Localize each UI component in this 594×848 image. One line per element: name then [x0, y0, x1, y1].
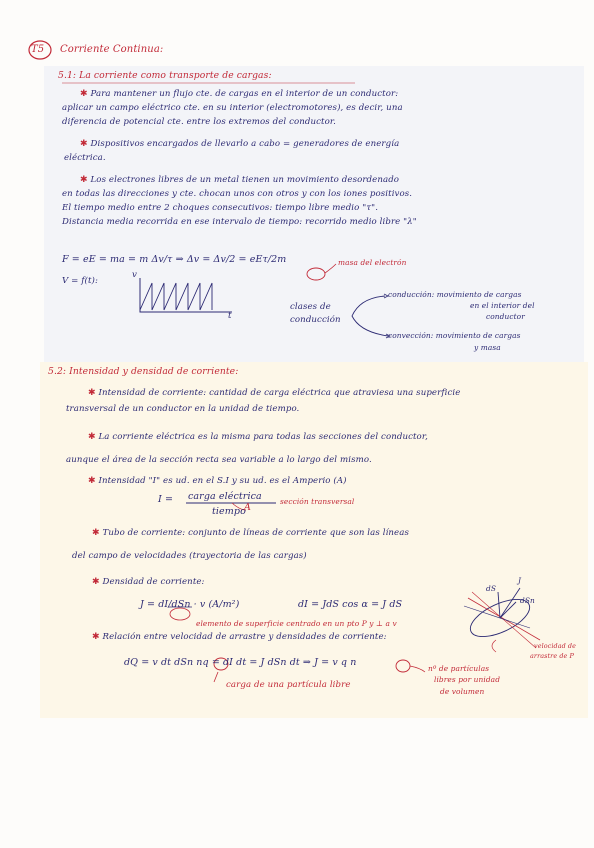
bullet-star-icon: ✱ [92, 632, 100, 642]
vt-label: V = f(t): [62, 276, 99, 286]
density-equation-2: dI = JdS cos α = J dS [298, 599, 403, 610]
n-note: libres por unidad [434, 675, 501, 684]
types-label: conducción [290, 315, 341, 325]
bullet-star-icon: ✱ [88, 476, 96, 486]
paragraph-line: eléctrica. [64, 153, 106, 163]
convection-def: y masa [474, 343, 501, 352]
paragraph-line: ✱ Tubo de corriente: conjunto de líneas de corriente que son las líneas [92, 528, 409, 538]
force-equation: F = eE = ma = m Δv/τ ⇒ Δv = Δv/2 = eEτ/2m [62, 254, 287, 265]
density-equation: J = dI/dSn · v (A/m²) [140, 599, 240, 610]
velocity-time-graph [140, 278, 232, 312]
mass-note: masa del electrón [338, 258, 407, 267]
intensity-eq-lhs: I = [158, 494, 174, 505]
bullet-star-icon: ✱ [80, 139, 88, 149]
axis-t-label: t [228, 311, 232, 321]
conduction-brace [352, 296, 388, 336]
diagram-label-dSn: dSn [520, 596, 535, 605]
paragraph-line: ✱ Intensidad de corriente: cantidad de carga eléctrica que atraviesa una superficie [88, 388, 461, 398]
intensity-eq-denominator: tiempo [212, 506, 246, 517]
bullet-star-icon: ✱ [80, 89, 88, 99]
types-label: clases de [290, 302, 331, 312]
diagram-label-J: J [518, 576, 522, 585]
charge-note: carga de una partícula libre [226, 680, 351, 690]
mass-circle [307, 268, 325, 280]
intensity-eq-numerator: carga eléctrica [188, 491, 262, 502]
paragraph-line: ✱ Para mantener un flujo cte. de cargas en el interior de un conductor: [80, 89, 399, 99]
mass-arrow [325, 264, 336, 273]
section-51-heading: 5.1: La corriente como transporte de cargas: [58, 70, 272, 81]
velocity-note: arrastre de P [530, 652, 574, 660]
bullet-star-icon: ✱ [92, 577, 100, 587]
paragraph-line: Distancia media recorrida en ese intervalo de tiempo: recorrido medio libre "λ" [62, 217, 417, 227]
conduction-def: en el interior del [470, 301, 535, 310]
paragraph-line: ✱ Intensidad "I" es ud. en el S.I y su ud. es el Amperio (A) [88, 476, 347, 486]
bullet-star-icon: ✱ [88, 432, 96, 442]
paragraph-line: en todas las direcciones y cte. chocan unos con otros y con los iones positivos. [62, 189, 413, 199]
paragraph-line: ✱ La corriente eléctrica es la misma para todas las secciones del conductor, [88, 432, 428, 442]
diagram-label-dS: dS [486, 584, 496, 593]
paragraph-line: aunque el área de la sección recta sea variable a lo largo del mismo. [66, 455, 372, 465]
surface-element-note: elemento de superficie centrado en un pto P y ⊥ a v [196, 619, 397, 628]
paragraph-line: del campo de velocidades (trayectoria de las cargas) [72, 551, 307, 561]
relation-line: ✱ Relación entre velocidad de arrastre y densidades de corriente: [92, 632, 387, 642]
paragraph-line: ✱ Dispositivos encargados de llevarlo a cabo = generadores de energía [80, 139, 400, 149]
paragraph-line: ✱ Los electrones libres de un metal tienen un movimiento desordenado [80, 175, 400, 185]
bullet-star-icon: ✱ [88, 388, 96, 398]
n-note: de volumen [440, 687, 485, 696]
topic-badge: T5 [31, 44, 45, 55]
bullet-star-icon: ✱ [80, 175, 88, 185]
relation-equation: dQ = v dt dSn nq = dI dt = J dSn dt ⇒ J = v q n [124, 657, 357, 668]
axis-v-label: v [132, 270, 137, 280]
velocity-note: velocidad de [534, 642, 577, 650]
section-52-heading: 5.2: Intensidad y densidad de corriente: [48, 366, 239, 377]
paragraph-line: aplicar un campo eléctrico cte. en su interior (electromotores), es decir, una [62, 103, 403, 113]
paragraph-line: diferencia de potencial cte. entre los extremos del conductor. [62, 117, 336, 127]
conduction-def: conducción: movimiento de cargas [388, 290, 522, 299]
topic-title: Corriente Continua: [60, 44, 164, 55]
n-note: nº de partículas [428, 664, 490, 673]
paragraph-line: El tiempo medio entre 2 choques consecutivos: tiempo libre medio "τ". [62, 203, 379, 213]
paragraph-line: transversal de un conductor en la unidad de tiempo. [66, 404, 300, 414]
convection-def: convección: movimiento de cargas [388, 331, 521, 340]
conduction-def: conductor [486, 312, 525, 321]
density-title: ✱ Densidad de corriente: [92, 577, 205, 587]
section-note: sección transversal [280, 497, 355, 506]
intensity-unit: A [244, 502, 251, 513]
bullet-star-icon: ✱ [92, 528, 100, 538]
